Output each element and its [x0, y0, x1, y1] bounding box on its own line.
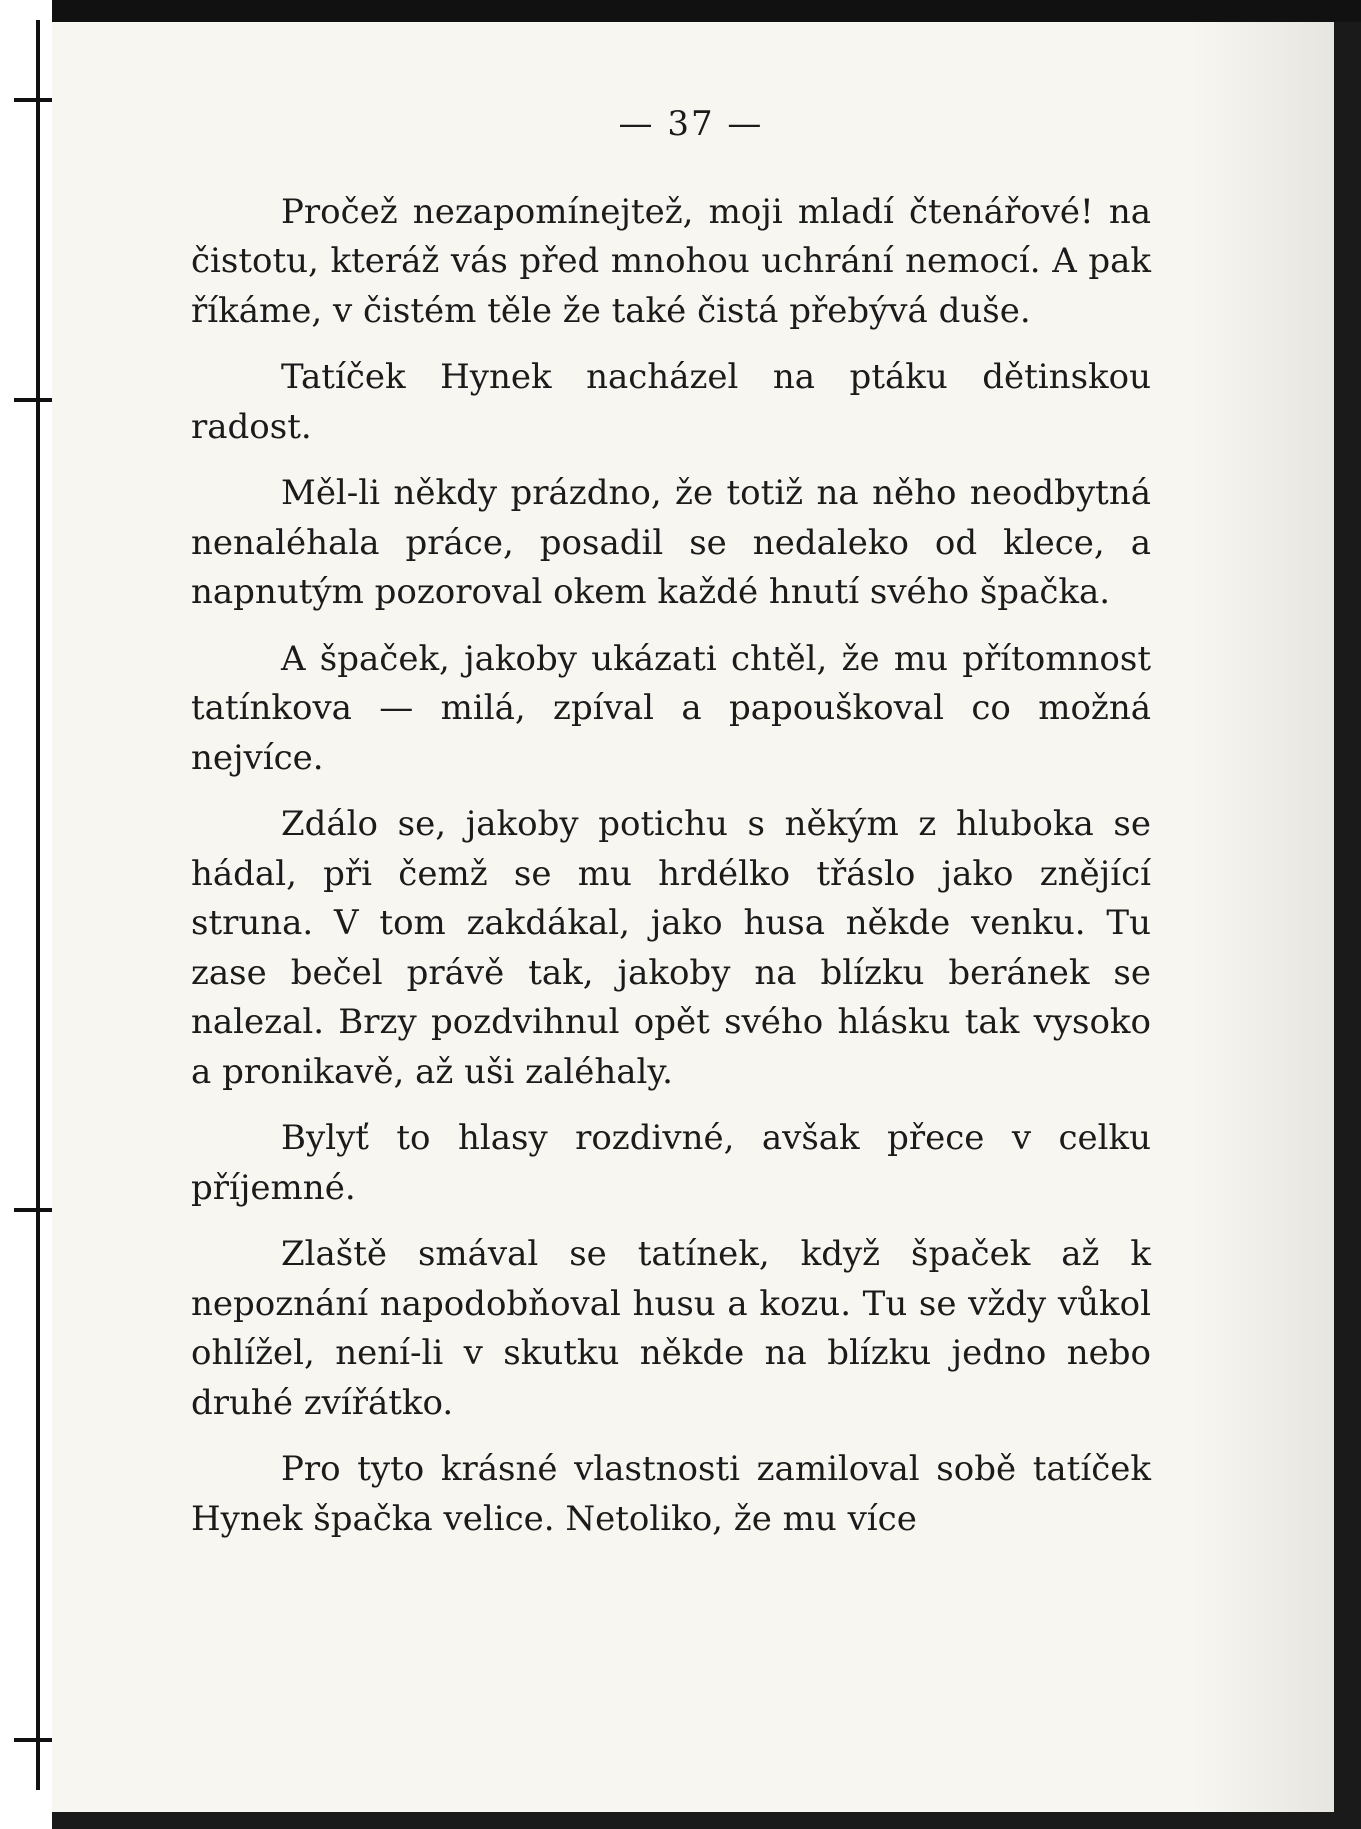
spine-line [36, 20, 40, 1790]
paragraph: Zlaště smával se tatínek, když špaček až k nepoznání napodobňoval husu a kozu. Tu se vždy vůkol ohlížel, není-li v skutku někde na blízku jedno nebo druhé zvířátko. [191, 1234, 1151, 1423]
paragraph: Pro tyto krásné vlastnosti zamiloval sobě tatíček Hynek špačka velice. Netoliko, že mu více [191, 1449, 1151, 1539]
page-number: — 37 — [618, 104, 764, 144]
paragraph: Zdálo se, jakoby potichu s někým z hluboka se hádal, při čemž se mu hrdélko třáslo jako znějící struna. V tom zakdákal, jako husa někde venku. Tu zase bečel právě tak, jakoby na blízku beránek se nalezal. Brzy pozdvihnul opět svého hlásku tak vysoko a pronikavě, až uši zaléhaly. [191, 804, 1151, 1092]
paragraph: A špaček, jakoby ukázati chtěl, že mu přítomnost tatínkova — milá, zpíval a papouškoval co možná nejvíce. [191, 638, 1151, 778]
page-text [191, 100, 1151, 1544]
paragraph: Bylyť to hlasy rozdivné, avšak přece v celku příjemné. [191, 1118, 1151, 1208]
scan-top-border [0, 0, 1361, 22]
book-spine [0, 0, 52, 1829]
paragraph: Pročež nezapomínejtež, moji mladí čtenářové! na čistotu, kteráž vás před mnohou uchrání nemocí. A pak říkáme, v čistém těle že také čistá přebývá duše. [191, 191, 1151, 331]
paragraph: Měl-li někdy prázdno, že totiž na něho neodbytná nenaléhala práce, posadil se nedaleko od klece, a napnutým pozoroval okem každé hnutí svého špačka. [191, 473, 1151, 612]
paragraph: Tatíček Hynek nacházel na ptáku dětinskou radost. [191, 357, 1151, 447]
